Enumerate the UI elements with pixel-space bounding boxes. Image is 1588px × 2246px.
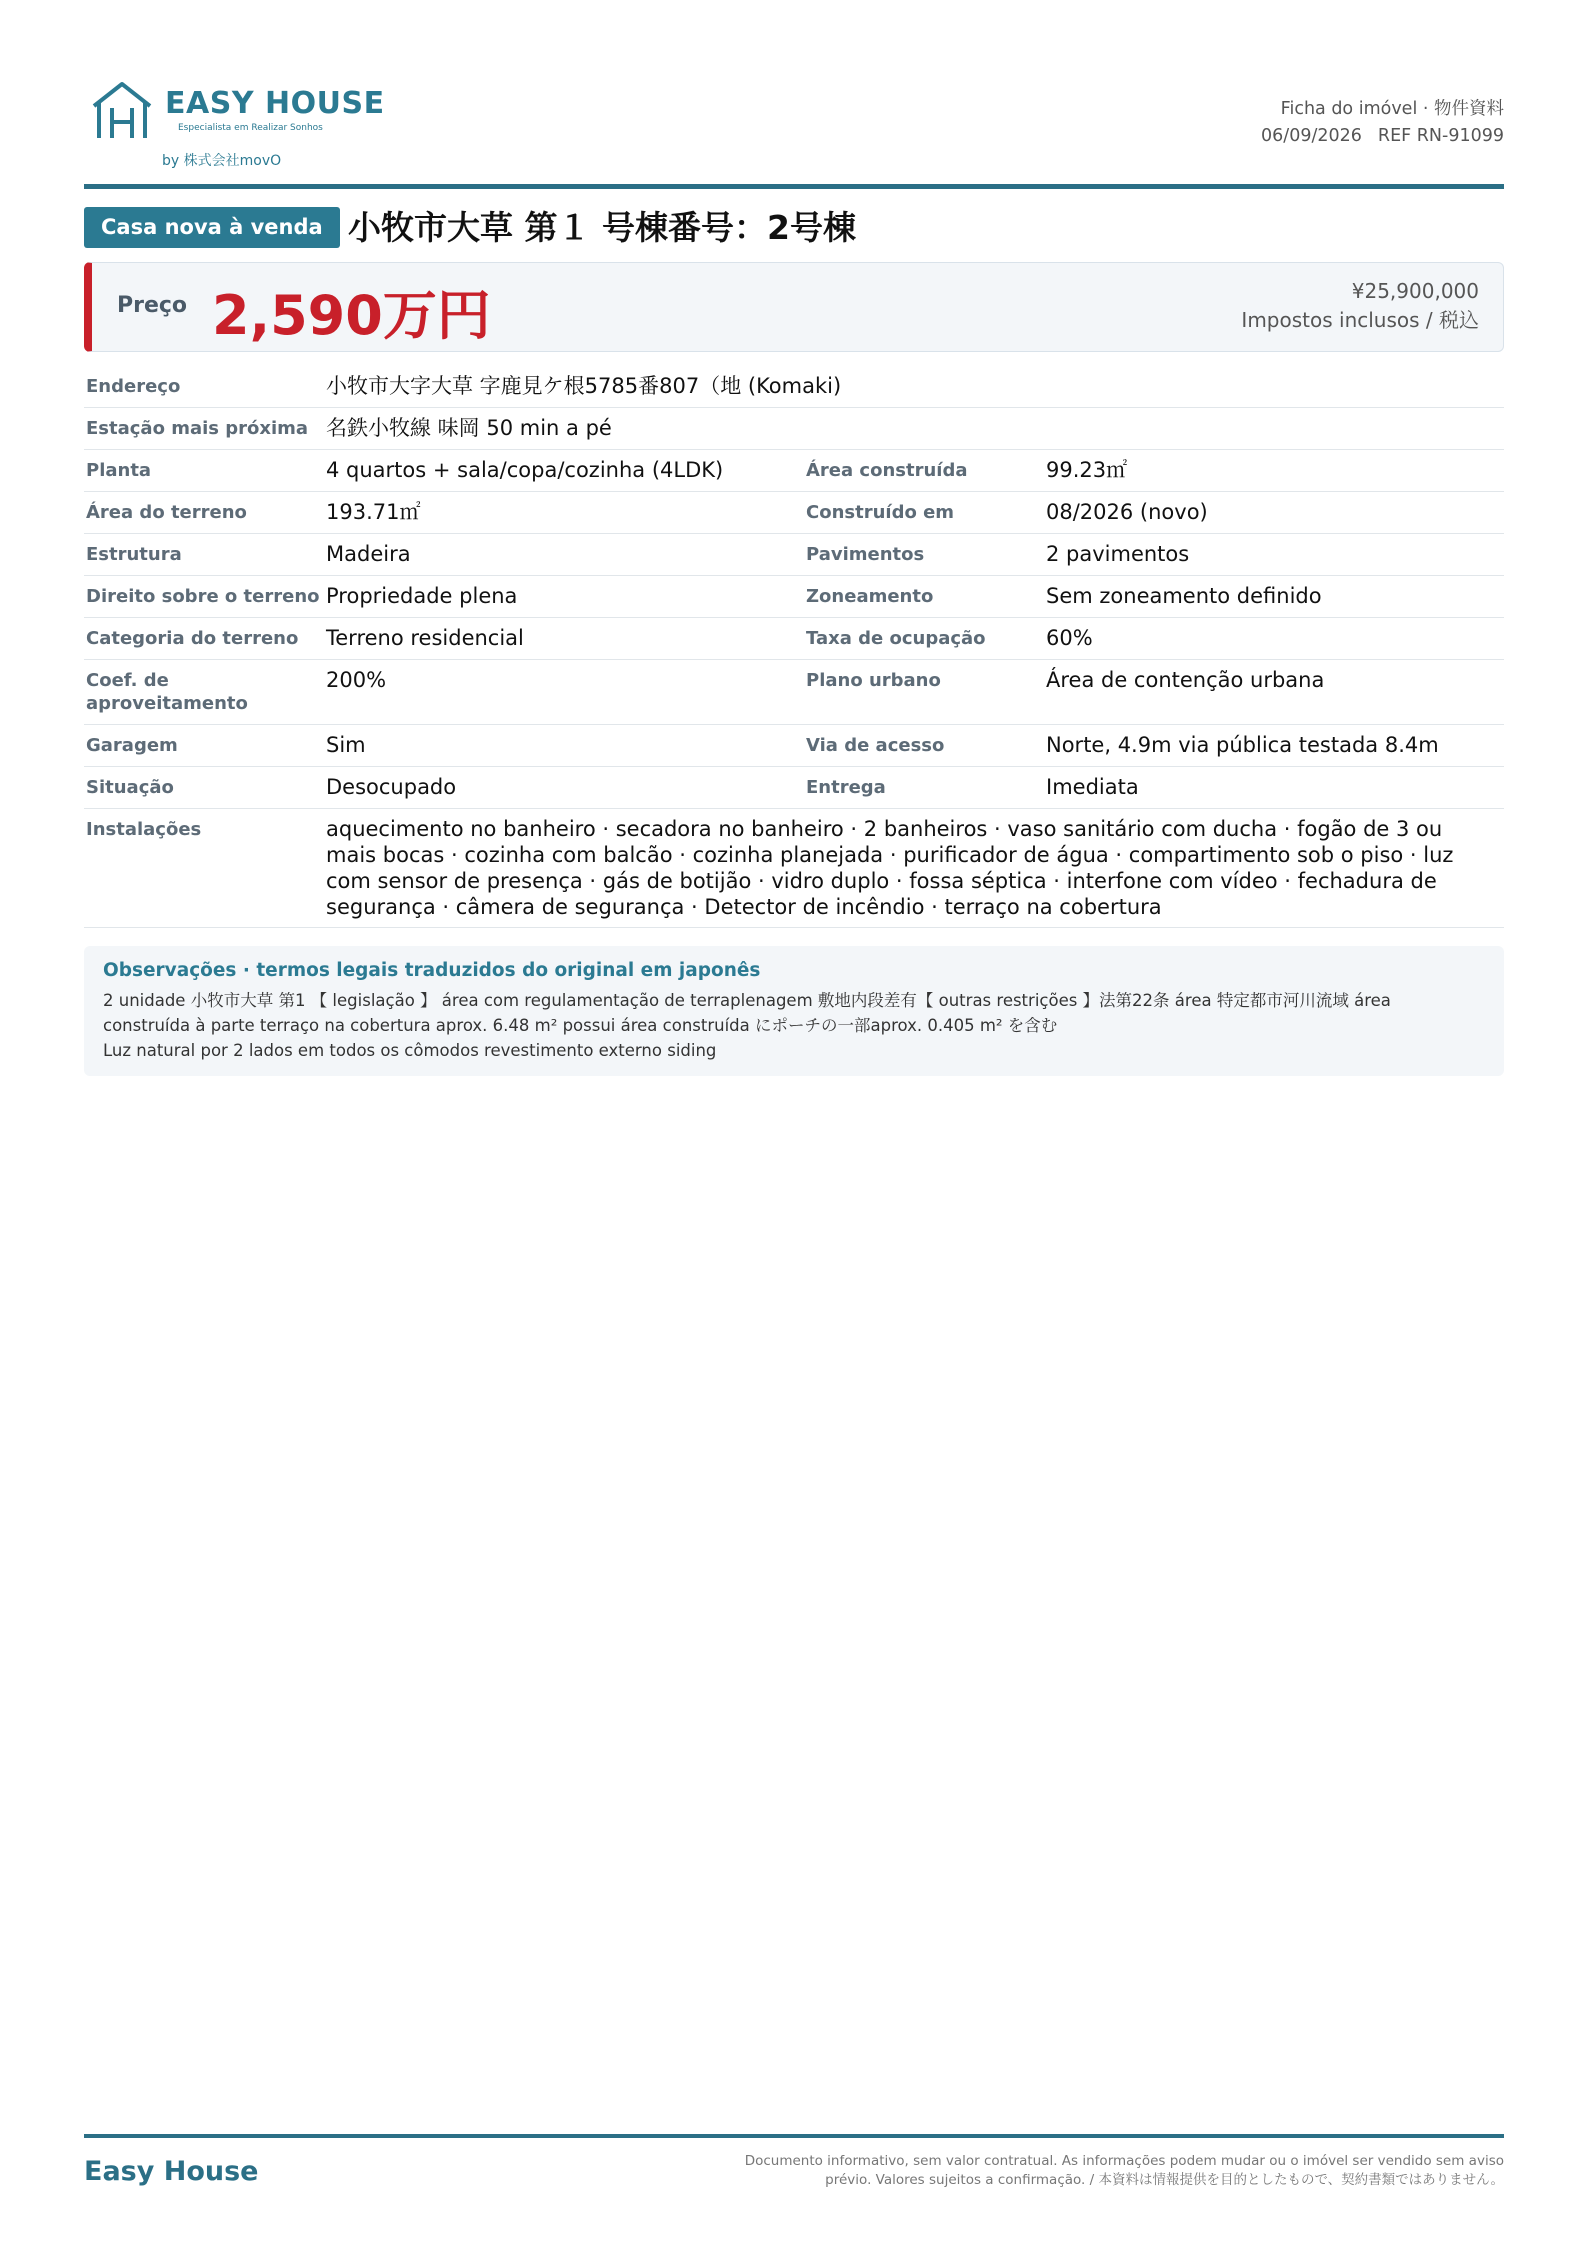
spec-row bbox=[84, 408, 1504, 450]
spec-cell-built-area bbox=[804, 450, 1504, 491]
spec-row bbox=[84, 618, 1504, 660]
spec-value: 193.71㎡ bbox=[326, 500, 421, 524]
spec-label: Zoneamento bbox=[806, 586, 934, 607]
spec-label: Direito sobre o terreno bbox=[86, 586, 320, 607]
notes-line: 2 unidade 小牧市大草 第1 【 legislação 】 área com regulamentação de terraplenagem 敷地内段差有【 outras restrições 】法第22条 área 特定都市河川流域 área bbox=[103, 991, 1391, 1010]
spec-row bbox=[84, 809, 1504, 928]
brand-by: by 株式会社movO bbox=[162, 153, 282, 169]
header-divider bbox=[84, 184, 1504, 189]
spec-value: Madeira bbox=[326, 542, 411, 566]
title-row bbox=[84, 207, 1504, 249]
spec-value: 小牧市大字大草 字鹿見ケ根5785番807（地 (Komaki) bbox=[326, 374, 842, 398]
spec-cell-delivery bbox=[804, 767, 1504, 808]
spec-label: Instalações bbox=[86, 819, 202, 840]
spec-cell-structure bbox=[84, 534, 784, 575]
spec-cell-layout bbox=[84, 450, 784, 491]
brand-name: EASY HOUSE bbox=[165, 86, 385, 121]
notes-line: Luz natural por 2 lados em todos os cômodos revestimento externo siding bbox=[103, 1041, 717, 1060]
spec-value: Propriedade plena bbox=[326, 584, 518, 608]
price-tax-note: Impostos inclusos / 税込 bbox=[1241, 308, 1479, 332]
header bbox=[84, 80, 1504, 188]
spec-cell-built-in bbox=[804, 492, 1504, 533]
listing-title: 小牧市大草 第１ 号棟番号：2号棟 bbox=[348, 208, 856, 247]
spec-label: Estação mais próxima bbox=[86, 418, 309, 439]
spec-row bbox=[84, 660, 1504, 725]
spec-value: 99.23㎡ bbox=[1046, 458, 1128, 482]
brand-tagline: Especialista em Realizar Sonhos bbox=[178, 123, 323, 133]
doc-date: 06/09/2026 bbox=[1261, 126, 1362, 146]
spec-cell-access-road bbox=[804, 725, 1504, 766]
spec-cell-station bbox=[84, 408, 1504, 449]
spec-label: Situação bbox=[86, 777, 174, 798]
spec-value: 2 pavimentos bbox=[1046, 542, 1190, 566]
price-box bbox=[84, 262, 1504, 352]
spec-value: Imediata bbox=[1046, 775, 1139, 799]
spec-label: Endereço bbox=[86, 376, 181, 397]
footer-disclaimer bbox=[604, 2152, 1504, 2190]
listing-badge: Casa nova à venda bbox=[84, 207, 340, 248]
spec-cell-land-right bbox=[84, 576, 784, 617]
document-meta bbox=[1261, 96, 1504, 150]
spec-cell-floors bbox=[804, 534, 1504, 575]
spec-value: Área de contenção urbana bbox=[1046, 668, 1325, 692]
footer-brand: Easy House bbox=[84, 2156, 259, 2187]
price-details bbox=[1241, 277, 1479, 335]
spec-value: 60% bbox=[1046, 626, 1093, 650]
spec-cell-status bbox=[84, 767, 784, 808]
spec-cell-far bbox=[84, 660, 784, 724]
spec-cell-address bbox=[84, 366, 1504, 407]
spec-label: Pavimentos bbox=[806, 544, 925, 565]
spec-row bbox=[84, 492, 1504, 534]
spec-row bbox=[84, 534, 1504, 576]
spec-table bbox=[84, 366, 1504, 928]
disclaimer-line: prévio. Valores sujeitos a confirmação. / 本資料は情報提供を目的としたもので、契約書類ではありません。 bbox=[825, 2172, 1504, 2188]
spec-value: Norte, 4.9m via pública testada 8.4m bbox=[1046, 733, 1439, 757]
price-value: 2,590万円 bbox=[212, 284, 491, 347]
spec-label: Área construída bbox=[806, 460, 968, 481]
spec-value: aquecimento no banheiro · secadora no banheiro · 2 banheiros · vaso sanitário com ducha · fogão de 3 ou mais bocas · cozinha com balcão · cozinha planejada · purificador de água · compartimento sob o piso · luz com sensor de presença · gás de botijão · vidro duplo · fossa séptica · interfone com vídeo · fechadura de segurança · câmera de segurança · Detector de incêndio · terraço na cobertura bbox=[326, 817, 1454, 919]
spec-row bbox=[84, 366, 1504, 408]
spec-row bbox=[84, 576, 1504, 618]
spec-row bbox=[84, 767, 1504, 809]
spec-cell-coverage bbox=[804, 618, 1504, 659]
spec-row bbox=[84, 725, 1504, 767]
disclaimer-line: Documento informativo, sem valor contratual. As informações podem mudar ou o imóvel ser vendido sem aviso bbox=[744, 2153, 1504, 2169]
price-label: Preço bbox=[117, 293, 188, 318]
spec-value: Terreno residencial bbox=[326, 626, 524, 650]
spec-cell-land-area bbox=[84, 492, 784, 533]
spec-label: Planta bbox=[86, 460, 152, 481]
doc-date-ref bbox=[1261, 123, 1504, 150]
spec-cell-land-category bbox=[84, 618, 784, 659]
spec-cell-garage bbox=[84, 725, 784, 766]
spec-label: Coef. de aproveitamento bbox=[86, 670, 248, 714]
house-icon bbox=[90, 80, 154, 142]
doc-type: Ficha do imóvel · 物件資料 bbox=[1280, 99, 1504, 119]
doc-ref: REF RN-91099 bbox=[1377, 126, 1504, 146]
spec-value: Sem zoneamento definido bbox=[1046, 584, 1322, 608]
spec-value: Sim bbox=[326, 733, 366, 757]
spec-label: Categoria do terreno bbox=[86, 628, 299, 649]
spec-label: Entrega bbox=[806, 777, 886, 798]
spec-label: Plano urbano bbox=[806, 670, 941, 691]
spec-value: 名鉄小牧線 味岡 50 min a pé bbox=[326, 416, 612, 440]
notes-box bbox=[84, 946, 1504, 1076]
spec-value: 200% bbox=[326, 668, 387, 692]
spec-cell-urban-plan bbox=[804, 660, 1504, 724]
spec-label: Via de acesso bbox=[806, 735, 945, 756]
notes-line: construída à parte terraço na cobertura aprox. 6.48 m² possui área construída にポーチの一部aprox. 0.405 m² を含む bbox=[103, 1016, 1058, 1035]
spec-value: 08/2026 (novo) bbox=[1046, 500, 1208, 524]
spec-label: Área do terreno bbox=[86, 502, 247, 523]
spec-cell-zoning bbox=[804, 576, 1504, 617]
spec-label: Taxa de ocupação bbox=[806, 628, 986, 649]
notes-title: Observações · termos legais traduzidos do original em japonês bbox=[103, 960, 761, 981]
spec-value: Desocupado bbox=[326, 775, 457, 799]
spec-label: Construído em bbox=[806, 502, 955, 523]
price-yen: ¥25,900,000 bbox=[1351, 279, 1479, 303]
spec-cell-facilities bbox=[84, 809, 1504, 927]
brand-logo bbox=[90, 80, 390, 180]
spec-label: Garagem bbox=[86, 735, 178, 756]
spec-label: Estrutura bbox=[86, 544, 182, 565]
spec-row bbox=[84, 450, 1504, 492]
spec-value: 4 quartos + sala/copa/cozinha (4LDK) bbox=[326, 458, 724, 482]
footer-divider bbox=[84, 2134, 1504, 2138]
